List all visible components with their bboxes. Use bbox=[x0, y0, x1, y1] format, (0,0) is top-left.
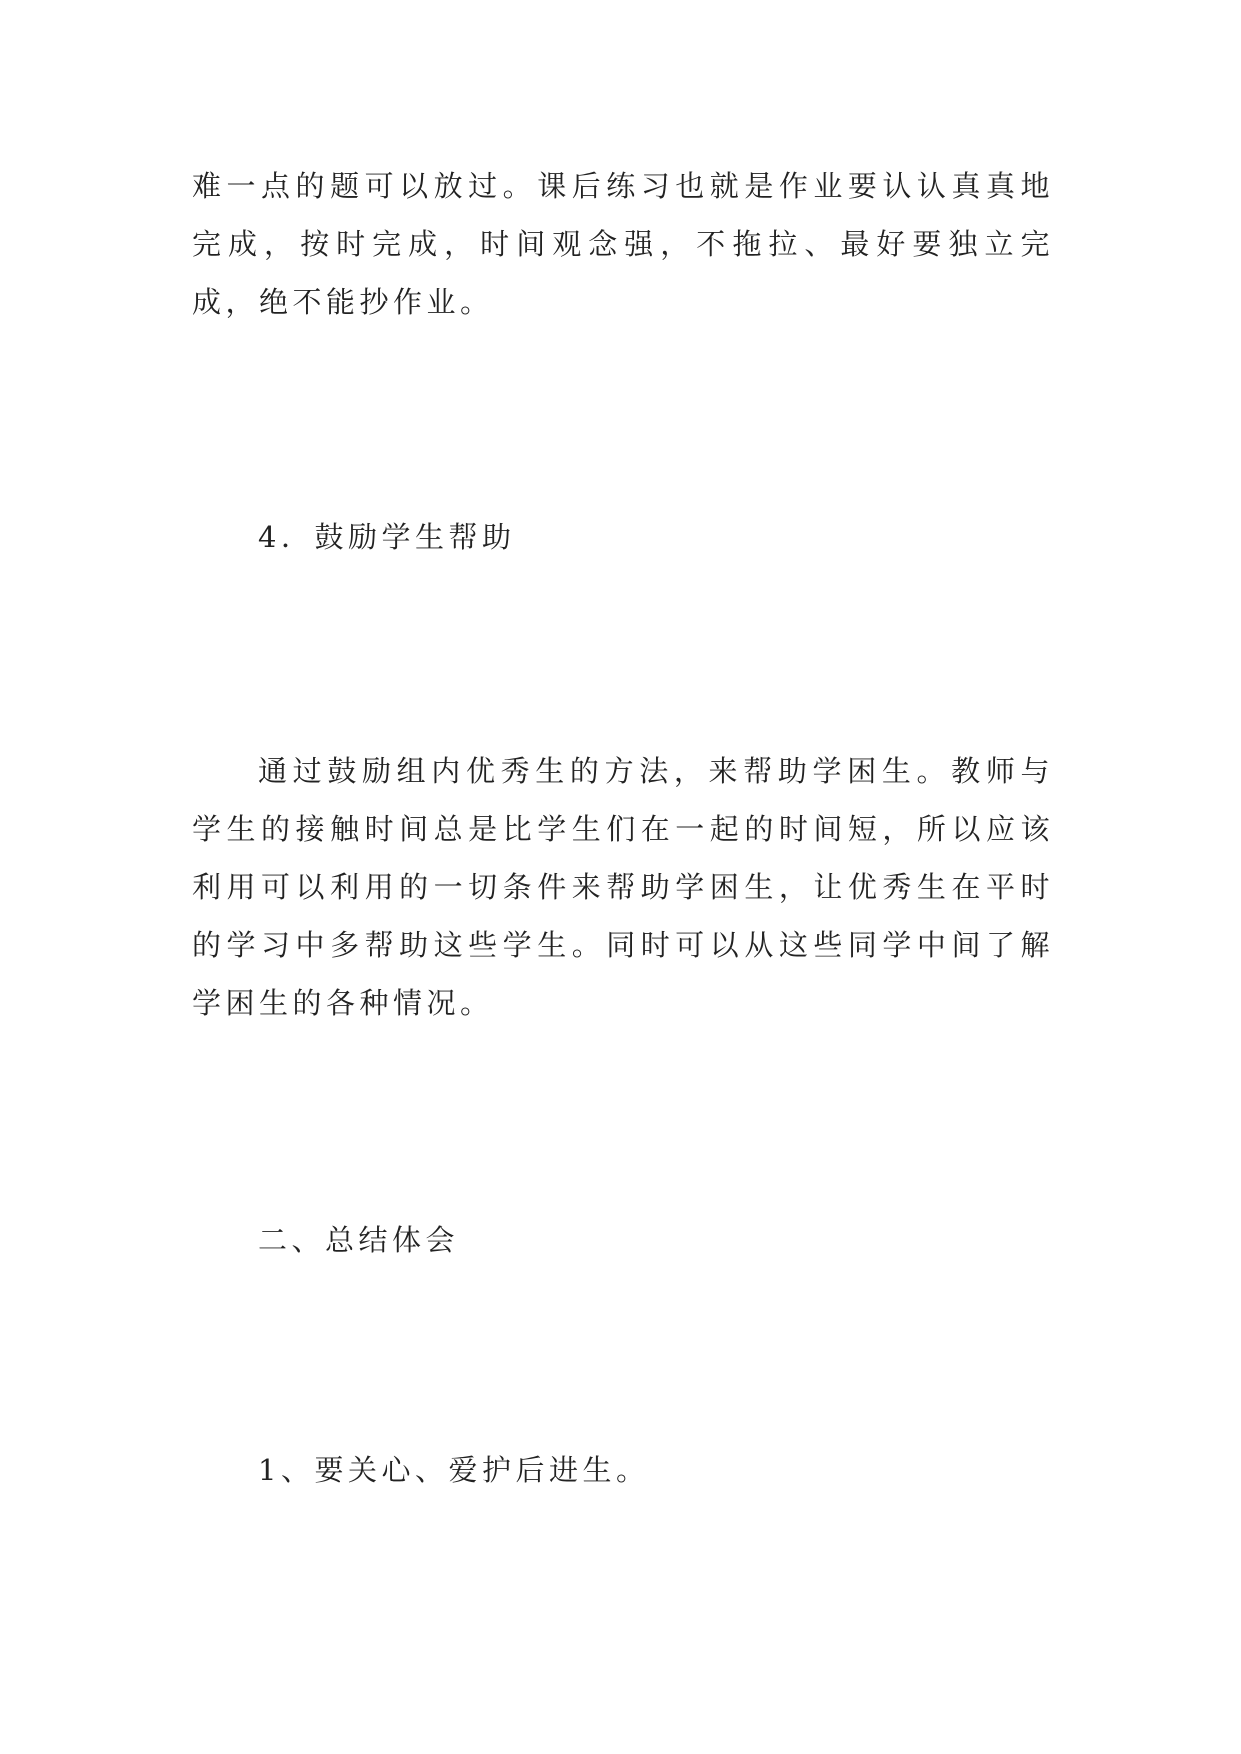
body-paragraph-homework: 难一点的题可以放过。课后练习也就是作业要认认真真地完成，按时完成，时间观念强，不拖拉、最好要独立完成，绝不能抄作业。 bbox=[192, 169, 1054, 319]
section-heading-encourage-help: 4．鼓励学生帮助 bbox=[258, 520, 516, 554]
body-paragraph-peer-help: 通过鼓励组内优秀生的方法，来帮助学困生。教师与学生的接触时间总是比学生们在一起的时间短，所以应该利用可以利用的一切条件来帮助学困生，让优秀生在平时的学习中多帮助这些学生。同时可以从这些同学中间了解学困生的各种情况。 bbox=[192, 754, 1054, 1020]
section-heading-summary: 二、总结体会 bbox=[258, 1223, 460, 1257]
list-item-care-students: 1、要关心、爱护后进生。 bbox=[258, 1453, 650, 1487]
